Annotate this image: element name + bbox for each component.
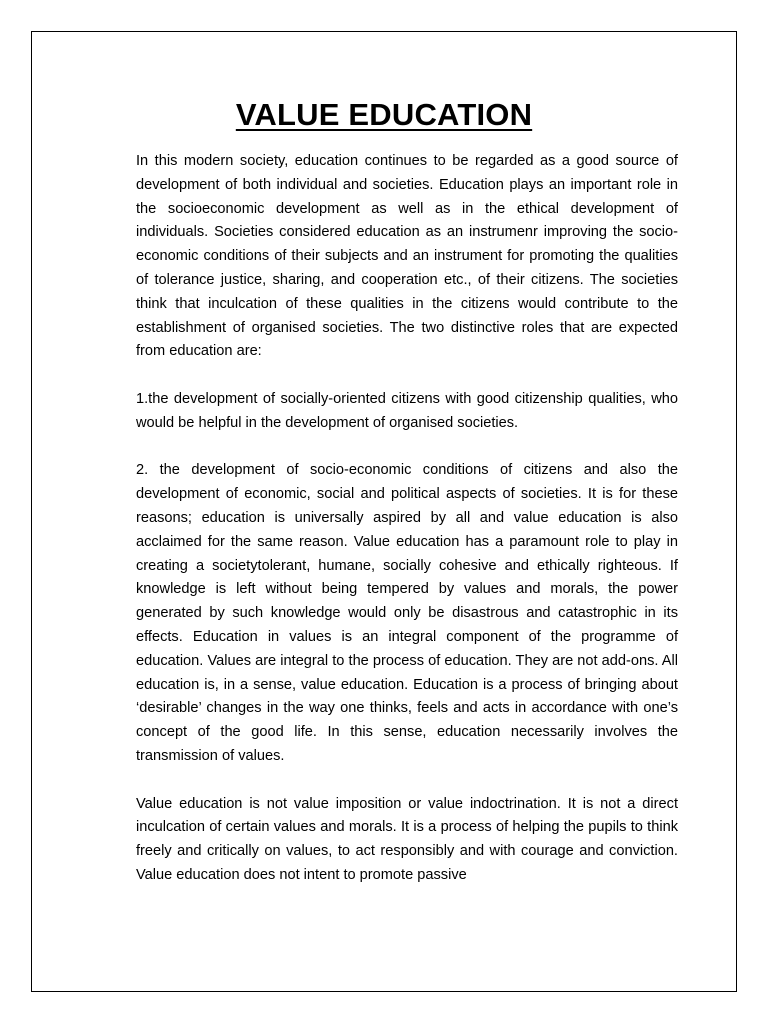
body-paragraph-value-education: Value education is not value imposition or value indoctrination. It is not a direct inculcation of certain values and morals. It is a process of helping the pupils to think freely and critically on values, to act responsibly and with courage and conviction. Value education does not intent to promote passive [136, 795, 678, 883]
document-title: VALUE EDUCATION [235, 97, 533, 132]
body-paragraph-role-2: 2. the development of socio-economic conditions of citizens and also the development of economic, social and political aspects of societies. It is for these reasons; education is universally aspired by all and value education is also acclaimed for the same reason. Value education has a paramount role to play in creating a societytolerant, humane, socially cohesive and ethically righteous. If knowledge is left without being tempered by values and morals, the power generated by such knowledge would only be disastrous and catastrophic in its effects. Education in values is an integral component of the programme of education. Values are integral to the process of education. They are not add-ons. All education is, in a sense, value education. Education is a process of bringing about ‘desirable’ changes in the way one thinks, feels and acts in accordance with one’s concept of the good life. In this sense, education necessarily involves the transmission of values. [136, 462, 678, 764]
body-paragraph-intro: In this modern society, education continues to be regarded as a good source of development of both individual and societies. Education plays an important role in the socioeconomic development as well as in the ethical development of individuals. Societies considered education as an instrumenr improving the socio-economic conditions of their subjects and an instrument for promoting the qualities of tolerance justice, sharing, and cooperation etc., of their citizens. The societies think that inculcation of these qualities in the citizens would contribute to the establishment of organised societies. The two distinctive roles that are expected from education are: [136, 153, 678, 360]
document-body [136, 150, 678, 888]
body-paragraph-role-1: 1.the development of socially-oriented citizens with good citizenship qualities, who would be helpful in the development of organised societies. [136, 390, 678, 431]
